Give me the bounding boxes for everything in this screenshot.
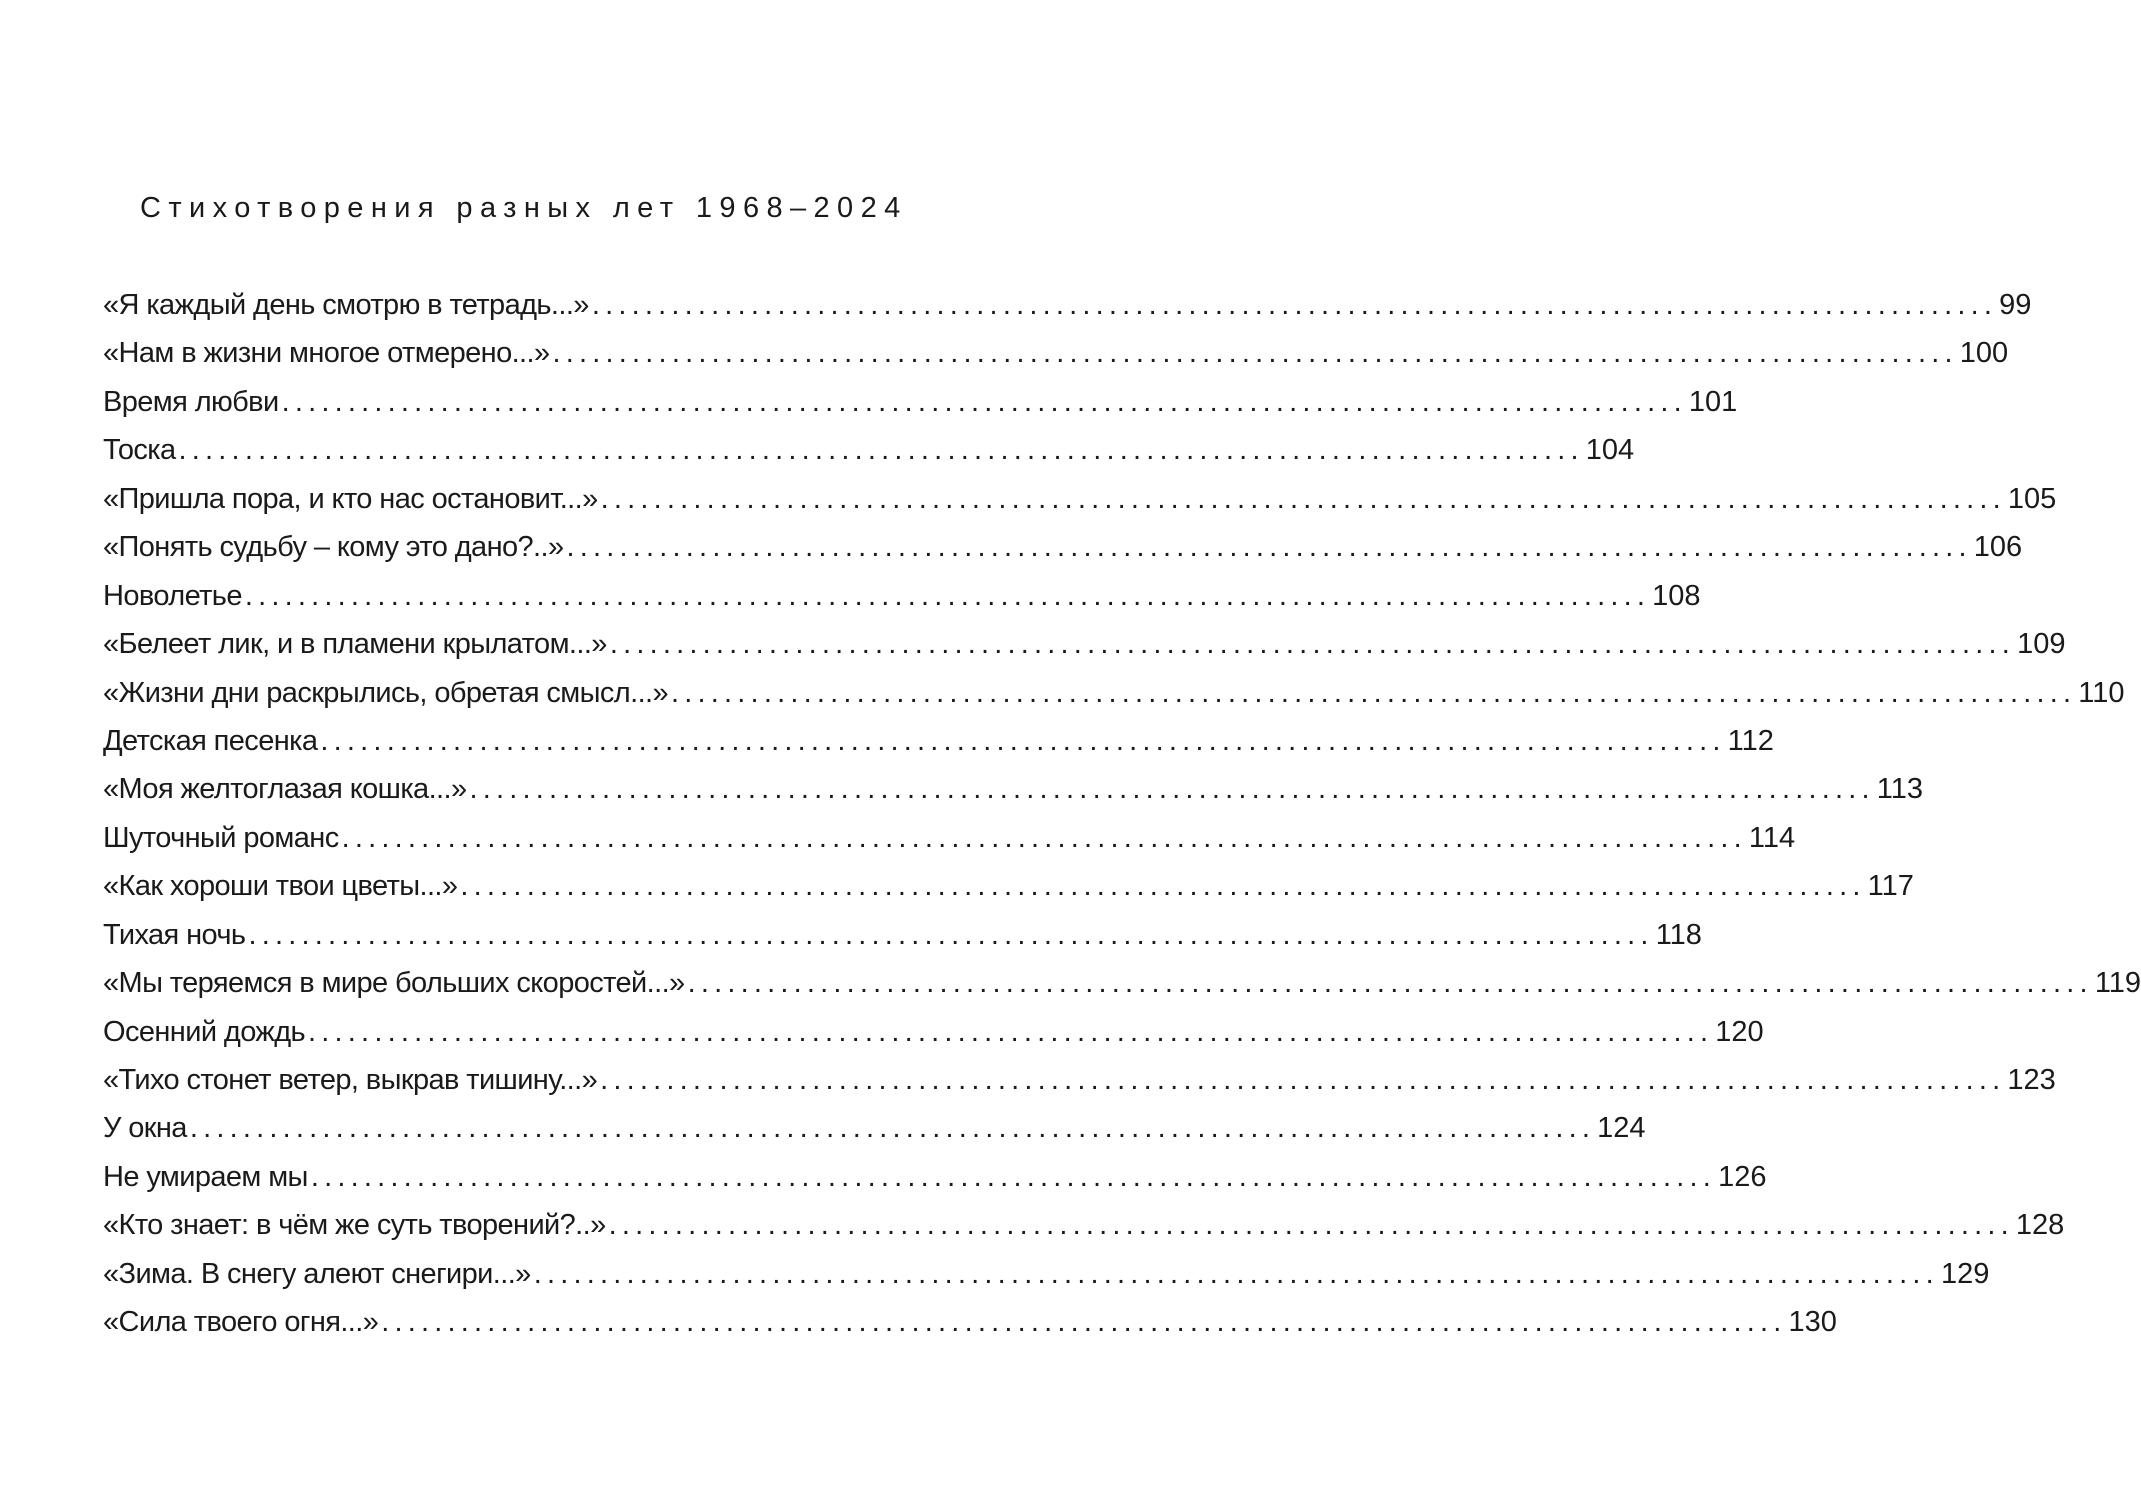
dot-leader: .......................................................................................................... xyxy=(591,289,1998,321)
toc-entry-title: «Кто знает: в чём же суть творений?..» xyxy=(103,1209,606,1242)
dot-leader: .......................................................................................................... xyxy=(248,918,1654,951)
toc-entry-page: 118 xyxy=(1655,918,1702,951)
toc-entry-title: «Понять судьбу – кому это дано?..» xyxy=(103,531,564,564)
toc-entry xyxy=(103,426,1635,474)
dot-leader: .......................................................................................................... xyxy=(341,821,1747,854)
toc-entry-title: «Жизни дни раскрылись, обретая смысл...» xyxy=(103,676,669,709)
toc-entry xyxy=(103,959,2141,1007)
toc-entry-page: 130 xyxy=(1788,1306,1837,1339)
toc-entry-page: 124 xyxy=(1597,1112,1646,1145)
toc-entry-title: «Я каждый день смотрю в тетрадь...» xyxy=(103,289,589,321)
toc-entry-page: 126 xyxy=(1718,1160,1767,1193)
toc-entry xyxy=(103,1056,2056,1104)
dot-leader: .......................................................................................................... xyxy=(320,724,1726,757)
toc-entry-page: 123 xyxy=(2007,1064,2056,1096)
toc-entry xyxy=(103,620,2066,668)
toc-entry xyxy=(103,911,1702,959)
toc-entry xyxy=(103,1298,1837,1346)
toc-entry-title: Тоска xyxy=(103,434,176,467)
toc-entry-page: 105 xyxy=(2007,482,2057,515)
dot-leader: .......................................................................................................... xyxy=(608,1209,2014,1242)
dot-leader: .......................................................................................................... xyxy=(244,579,1651,612)
toc-entry-page: 119 xyxy=(2094,967,2141,1000)
toc-entry xyxy=(103,378,1738,426)
toc-entry-page: 113 xyxy=(1876,773,1923,806)
toc-entry-title: Осенний дождь xyxy=(103,1015,306,1048)
toc-entry xyxy=(103,1008,1764,1056)
dot-leader: .......................................................................................................... xyxy=(600,482,2006,515)
toc-entry-title: «Нам в жизни многое отмерено...» xyxy=(103,337,550,370)
table-of-contents xyxy=(103,281,2141,1347)
toc-entry-title: Время любви xyxy=(103,385,279,418)
toc-entry-page: 128 xyxy=(2015,1209,2065,1242)
dot-leader: .......................................................................................................... xyxy=(671,676,2077,709)
dot-leader: .......................................................................................................... xyxy=(566,531,1972,564)
toc-entry-title: «Зима. В снегу алеют снегири...» xyxy=(103,1257,531,1290)
toc-entry xyxy=(103,572,1701,620)
toc-entry xyxy=(103,1153,1767,1201)
toc-entry-page: 114 xyxy=(1748,821,1796,854)
toc-entry xyxy=(103,281,2032,329)
dot-leader: .......................................................................................................... xyxy=(178,434,1584,467)
toc-entry xyxy=(103,669,2125,717)
toc-entry-title: У окна xyxy=(103,1112,187,1145)
toc-entry-title: Шуточный романс xyxy=(103,821,339,854)
toc-entry xyxy=(103,1250,1990,1298)
dot-leader: .......................................................................................................... xyxy=(308,1015,1714,1048)
toc-entry xyxy=(103,1201,2065,1249)
dot-leader: .......................................................................................................... xyxy=(609,628,2016,661)
toc-entry xyxy=(103,814,1796,862)
toc-entry-page: 101 xyxy=(1688,385,1738,418)
dot-leader: .......................................................................................................... xyxy=(469,773,1875,806)
toc-entry-title: Детская песенка xyxy=(103,724,318,757)
toc-entry xyxy=(103,765,1923,813)
toc-entry-page: 108 xyxy=(1652,579,1701,612)
dot-leader: .......................................................................................................... xyxy=(460,870,1866,903)
toc-entry-title: «Пришла пора, и кто нас остановит...» xyxy=(103,482,598,515)
toc-entry-page: 100 xyxy=(1959,337,2009,370)
dot-leader: .......................................................................................................... xyxy=(310,1160,1717,1193)
toc-entry xyxy=(103,475,2057,523)
toc-entry xyxy=(103,862,1914,910)
section-title: Стихотворения разных лет 1968–2024 xyxy=(140,192,908,224)
toc-entry-title: «Мы теряемся в мире больших скоростей...» xyxy=(103,967,685,1000)
toc-entry-title: «Как хороши твои цветы...» xyxy=(103,870,458,903)
toc-entry xyxy=(103,329,2009,377)
toc-entry-title: «Белеет лик, и в пламени крылатом...» xyxy=(103,628,607,661)
dot-leader: .......................................................................................................... xyxy=(687,967,2093,1000)
toc-entry-page: 99 xyxy=(1999,289,2032,321)
toc-entry-title: Тихая ночь xyxy=(103,918,246,951)
toc-entry-page: 104 xyxy=(1585,434,1635,467)
toc-entry-page: 110 xyxy=(2078,676,2125,709)
toc-entry-title: «Моя желтоглазая кошка...» xyxy=(103,773,467,806)
dot-leader: .......................................................................................................... xyxy=(533,1257,1939,1290)
dot-leader: .......................................................................................................... xyxy=(600,1064,2006,1096)
toc-entry-title: «Тихо стонет ветер, выкрав тишину...» xyxy=(103,1064,598,1096)
toc-entry xyxy=(103,717,1774,765)
toc-entry xyxy=(103,523,2023,571)
toc-entry-page: 112 xyxy=(1727,724,1774,757)
toc-entry xyxy=(103,1104,1646,1152)
toc-entry-title: «Сила твоего огня...» xyxy=(103,1306,379,1339)
dot-leader: .......................................................................................................... xyxy=(189,1112,1596,1145)
dot-leader: .......................................................................................................... xyxy=(281,385,1687,418)
toc-entry-title: Не умираем мы xyxy=(103,1160,308,1193)
toc-entry-page: 129 xyxy=(1940,1257,1990,1290)
toc-entry-page: 106 xyxy=(1973,531,2023,564)
dot-leader: .......................................................................................................... xyxy=(552,337,1958,370)
toc-entry-page: 117 xyxy=(1867,870,1914,903)
dot-leader: .......................................................................................................... xyxy=(381,1306,1787,1339)
toc-entry-page: 120 xyxy=(1715,1015,1764,1048)
toc-entry-title: Новолетье xyxy=(103,579,242,612)
toc-entry-page: 109 xyxy=(2017,628,2066,661)
